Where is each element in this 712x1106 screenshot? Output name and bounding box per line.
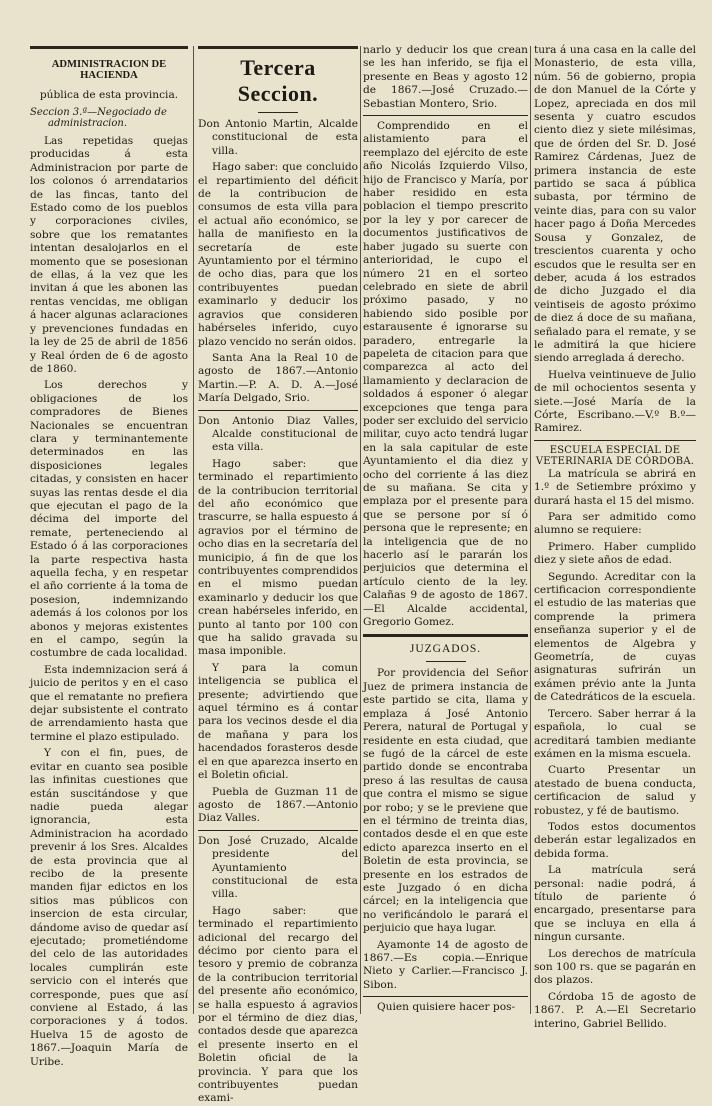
- paragraph: Cuarto Presentar un atestado de buena conducta, certificacion de salud y robustez, y fé de bautismo.: [534, 764, 696, 817]
- paragraph: La matrícula será personal: nadie podrá, á título de pariente ó encargado, presentarse para que se incluya en ella á ningun cursante.: [534, 864, 696, 944]
- notice-continuation: narlo y deducir los que crean se les han inferido, se fija el presente en Beas y agosto 12 de 1867.—José Cruzado.—Sebastian Montero, Srio.: [363, 44, 528, 110]
- notice-signature: Huelva veintinueve de Julio de mil ochocientos sesenta y siete.—José María de la Córte, Escribano.—V.º B.º—Ramirez.: [534, 368, 696, 435]
- paragraph: Para ser admitido como alumno se requiere:: [534, 511, 696, 537]
- notice-body: Hago saber: que terminado el repartimiento de la contribucion territorial del año económico que trascurre, se halla espuesto á agravios por el término de ocho dias en la secretaría del municipio, á fin de que los contribuyentes comprendidos en el mismo puedan examinarlo y deducir los que crean habérseles inferido, en punto al tanto por 100 con que ha salido gravada su masa imponible.: [198, 457, 358, 658]
- section-header: ADMINISTRACION DE HACIENDA: [51, 59, 167, 81]
- notice-body: Comprendido en el alistamiento para el reemplazo del ejército de este año Nicolás Izquierdo Vilso, hijo de Francisco y María, por haber residido en esta poblacion el tiempo prescrito por la ley y por carecer de documentos justificativos de haber jugado su suerte con anterioridad, le cupo el número 21 en el sorteo celebrado en siete de abril próximo pasado, y no habiendo sido posible por estarausente é ignorarse su paradero, entregarle la papeleta de citacion para que comparezca al acto del llamamiento y declaracion de soldados á esponer ó alegar excepciones que tenga para poder ser excluido del servicio militar, cuyo acto tendrá lugar en la sala capitular de este Ayuntamiento el dia diez y ocho del corriente á las diez de su mañana. Se cita y emplaza por el presente para que se persone por sí ó persona que le represente; en la inteligencia que de no hacerlo así le pararán los perjuicios que determina el artículo ciento de la ley. Calañas 9 de agosto de 1867.—El Alcalde accidental, Gregorio Gomez.: [363, 120, 528, 629]
- paragraph: Esta indemnizacion será á juicio de peritos y en el caso que el rematante no prefiera dejar subsistente el contrato de arrendamiento hasta que termine el plazo estipulado.: [30, 663, 188, 743]
- column-2: [198, 44, 358, 1105]
- notice-heading: Don Antonio Diaz Valles, Alcalde constitucional de esta villa.: [198, 414, 358, 454]
- divider: [198, 410, 358, 411]
- notice-body: Y para la comun inteligencia se publica el presente; advirtiendo que aquel término es á contar para los vecinos desde el dia de mañana y para los hacendados forasteros desde el en que aparezca inserto en el Boletin oficial.: [198, 661, 358, 782]
- paragraph: Los derechos de matrícula son 100 rs. que se pagarán en dos plazos.: [534, 947, 696, 987]
- notice-continuation: tura á una casa en la calle del Monasterio, de esta villa, núm. 56 de gobierno, propia de don Manuel de la Córte y Lopez, apreciada en dos mil sesenta y cuatro escudos ciento diez y siete milésimas, que de órden del Sr. D. José Ramirez Cárdenas, Juez de primera instancia de este partido se saca á pública subasta, por término de veinte dias, para con su valor hacer pago á Doña Mercedes Sousa y Gonzalez, de trescientos cuarenta y ocho escudos que le resulta ser en deber, acuda á los estrados de dicho Juzgado el dia veintiseis de agosto próximo de diez á doce de su mañana, señalado para el remate, y se le admitirá la que hiciere siendo arreglada á derecho.: [534, 44, 696, 365]
- section-title: Tercera Seccion.: [237, 55, 319, 106]
- divider: [426, 661, 466, 662]
- paragraph: Tercero. Saber herrar á la española, lo cual se acreditará tambien mediante exámen en la misma escuela.: [534, 707, 696, 760]
- notice-body: Quien quisiere hacer pos-: [377, 1001, 516, 1014]
- paragraph: Primero. Haber cumplido diez y siete años de edad.: [534, 540, 696, 567]
- section-line: Seccion 3.ª—Negociado de administracion.: [30, 107, 167, 129]
- section-subheader: pública de esta provincia.: [39, 89, 179, 101]
- notice-signature: Ayamonte 14 de agosto de 1867.—Es copia.—Enrique Nieto y Carlier.—Francisco J. Sibon.: [363, 938, 528, 991]
- divider: [198, 830, 358, 831]
- column-4: [534, 44, 696, 1030]
- notice-signature: Córdoba 15 de agosto de 1867. P. A.—El Secretario interino, Gabriel Bellido.: [534, 990, 696, 1030]
- divider: [258, 112, 298, 113]
- column-divider: [360, 46, 361, 1014]
- paragraph: Segundo. Acreditar con la certificacion correspondiente el estudio de las materias que comprende la primera enseñanza superior y el de elementos de Algebra y Geometría, de cuyas asignaturas sufrirán un exámen prévio ante la Junta de Catedráticos de la escuela.: [534, 570, 696, 704]
- column-divider: [530, 46, 531, 1014]
- divider: [363, 115, 528, 116]
- paragraph: Y con el fin, pues, de evitar en cuanto sea posible las infinitas cuestiones que están suscitándose y que nadie pueda alegar ignorancia, esta Administracion ha acordado prevenir á los Sres. Alcaldes de esta provincia que al recibo de la presente manden fijar edictos en los sitios mas públicos con insercion de esta circular, dándome aviso de quedar así ejecutado; prometiéndome del celo de las autoridades locales cumplirán este servicio con el interés que corresponde, pues que así conviene al Estado, á las corporaciones y á todos. Huelva 15 de agosto de 1867.—Joaquin María de Uribe.: [30, 747, 188, 1068]
- notice-body: Hago saber: que concluido el repartimiento del déficit de la contribucion de consumos de esta villa para el actual año económico, se halla de manifiesto en la secretaría de este Ayuntamiento por el término de ocho dias, para que los contribuyentes puedan examinarlo y deducir los agravios que consideren habérseles inferido, cuyo plazo vencido no serán oidos.: [198, 161, 358, 348]
- paragraph: Todos estos documentos deberán estar legalizados en debida forma.: [534, 820, 696, 860]
- divider: [534, 440, 696, 441]
- paragraph: Las repetidas quejas producidas á esta Administracion por parte de los colonos ó arrendatarios de las fincas, tanto del Estado como de los pueblos y corporaciones civiles, sobre que los rematantes intentan desalojarlos en el momento que se posesionan de ellas, á la vez que les invitan á que les abonen las rentas vencidas, me obligan á hacer algunas aclaraciones y prevenciones fundadas en la ley de 25 de abril de 1856 y Real órden de 6 de agosto de 1860.: [30, 135, 188, 375]
- notice-heading: Don Antonio Martin, Alcalde constitucional de esta villa.: [198, 118, 358, 157]
- section-heading: ESCUELA ESPECIAL DE VETERINARIA DE CÓRDOBA.: [535, 444, 695, 467]
- paragraph: Los derechos y obligaciones de los compradores de Bienes Nacionales se encuentran clara y terminantemente determinados en las disposiciones legales citadas, y consisten en hacer suyas las rentas desde el dia que ejecutan el pago de la décima del importe del remate, perteneciendo al Estado ó á las corporaciones la parte respectiva hasta aquella fecha, y en respetar el año corriente á la toma de posesion, indemnizando además á los colonos por los abonos y mejoras existentes en el campo, según la costumbre de cada localidad.: [30, 379, 188, 660]
- divider: [363, 996, 528, 997]
- notice-body: Por providencia del Señor Juez de primera instancia de este partido se cita, llama y emplaza á José Antonio Perera, natural de Portugal y residente en esta ciudad, que se fugó de la cárcel de este partido donde se encontraba preso á las resultas de causa que contra el mismo se sigue por robo; y se le previene que en el término de treinta dias, contados desde el en que este edicto aparezca inserto en el Boletin de esta provincia, se presente en los estrados de este Juzgado ó en dicha cárcel; en la inteligencia que no verificándolo le parará el perjuicio que haya lugar.: [363, 667, 528, 935]
- notice-signature: Puebla de Guzman 11 de agosto de 1867.—Antonio Diaz Valles.: [198, 785, 358, 825]
- section-heading: JUZGADOS.: [409, 643, 482, 656]
- top-rule: [30, 46, 188, 49]
- column-1: [30, 44, 188, 1068]
- notice-signature: Santa Ana la Real 10 de agosto de 1867.—Antonio Martin.—P. A. D. A.—José María Delgado, Srio.: [198, 351, 358, 405]
- divider: [363, 634, 528, 637]
- paragraph: La matrícula se abrirá en 1.º de Setiembre próximo y durará hasta el 15 del mismo.: [534, 467, 696, 507]
- column-3: [363, 44, 528, 1016]
- top-rule: [198, 46, 358, 49]
- column-divider: [193, 46, 194, 1014]
- notice-body: Hago saber: que terminado el repartimiento adicional del recargo del décimo por ciento para el tesoro y premio de cobranza de la contribucion territorial del presente año económico, se halla espuesto á agravios por el término de diez dias, contados desde que aparezca el presente inserto en el Boletin oficial de la provincia. Y para que los contribuyentes puedan exami-: [198, 904, 358, 1105]
- notice-heading: Don José Cruzado, Alcalde presidente del Ayuntamiento constitucional de esta villa.: [198, 834, 358, 901]
